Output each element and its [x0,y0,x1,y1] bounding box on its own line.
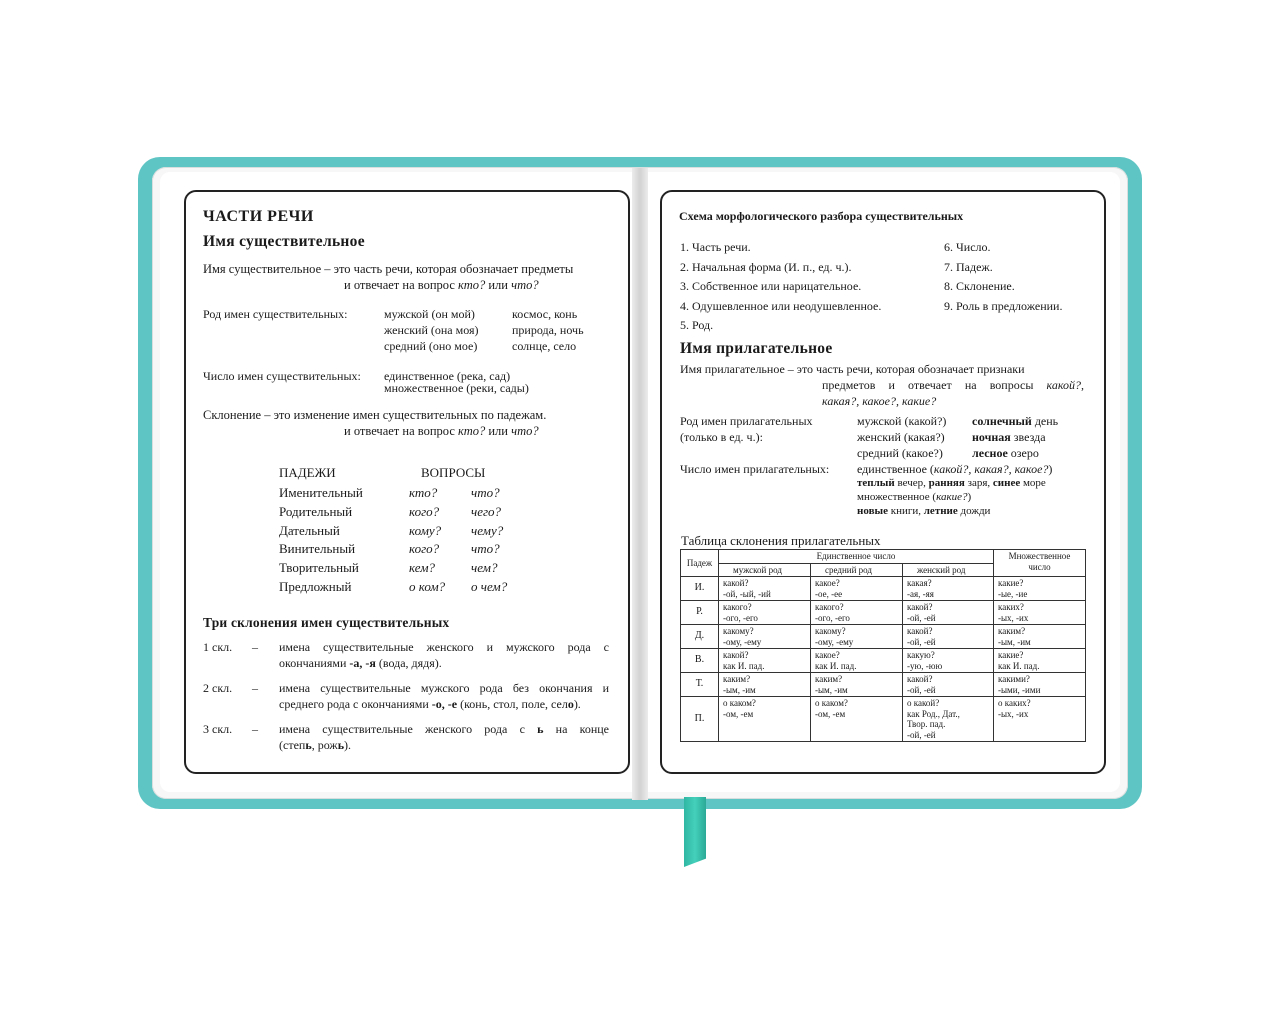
cell-question: какой? [907,602,933,612]
noun-definition-line1: Имя существительное – это часть речи, которая обозначает предметы [203,262,574,276]
case-name: Родительный [279,503,353,519]
scheme-item: 9. Роль в предложении. [944,299,1063,313]
noun-gender-value: средний (оно мое) [384,339,478,353]
table-cell [994,673,1086,697]
table-cell [903,601,994,625]
declension-2-label: 2 скл. [203,681,233,695]
cell-question: какое? [815,650,840,660]
table-cell [994,697,1086,742]
case-name: Творительный [279,560,359,576]
cell-question: о каких? [998,698,1031,708]
cell-ending: -ой, -ей [907,612,936,623]
cell-question: о каком? [723,698,756,708]
declension-2-dash: – [252,681,258,695]
cell-question: каким? [815,674,843,684]
cell-ending: -ых, -их [998,708,1029,719]
adj-number-label: Число имен прилагательных: [680,462,830,476]
scheme-item: 2. Начальная форма (И. п., ед. ч.). [680,260,852,274]
table-cell [903,697,994,742]
noun-gender-example: природа, ночь [512,323,584,337]
questions-header: ВОПРОСЫ [421,465,486,480]
case-question: о чем? [471,579,508,594]
case-question: кем? [409,560,435,576]
table-cell [811,625,903,649]
adj-gender-value: средний (какое?) [857,446,943,460]
bookmark-ribbon [684,797,706,867]
noun-number-value: единственное (река, сад) [384,369,511,383]
table-case-cell: П. [681,697,719,742]
three-declensions-heading: Три склонения имен существительных [203,615,450,630]
cell-question: каким? [998,626,1026,636]
cell-question: какой? [723,650,749,660]
cell-ending: -ому, -ему [815,636,854,647]
cell-ending: -ых, -их [998,612,1029,623]
table-header-singular: Единственное число [719,550,994,564]
adj-number-singular-examples: теплый вечер, ранняя заря, синее море [857,477,1046,489]
adj-gender-example: ночная звезда [972,430,1046,444]
declension-1-line1: имена существительные женского и мужского рода с [279,640,609,654]
noun-gender-label: Род имен существительных: [203,307,348,321]
table-cell [903,673,994,697]
noun-gender-example: космос, конь [512,307,578,321]
case-question: кого? [409,541,440,557]
declension-3-line1: имена существительные женского рода с ь на конце [279,722,609,736]
cell-ending: как И. пад. [723,660,765,671]
cell-question: какой? [907,674,933,684]
adjective-definition-line3: какая?, какое?, какие? [822,394,937,408]
table-cell [719,673,811,697]
case-name: Винительный [279,541,356,557]
table-cell [994,625,1086,649]
table-case-cell: В. [681,649,719,673]
declension-1-line2: окончаниями -а, -я (вода, дядя). [279,656,442,670]
table-header-case: Падеж [681,550,719,577]
cases-header: ПАДЕЖИ [279,465,336,480]
declension-1-label: 1 скл. [203,640,233,654]
cell-ending: как И. пад. [815,660,857,671]
adjective-definition-line2: предметов и отвечает на вопросы какой?, [822,378,1084,392]
cell-question: какие? [998,578,1024,588]
scheme-item: 6. Число. [944,240,991,254]
adjective-declension-table [680,549,1086,742]
case-question: чего? [471,503,502,519]
table-cell [719,697,811,742]
cell-ending: -ом, -ем [723,708,754,719]
cell-ending: -ой, -ей [907,636,936,647]
table-row [681,697,1086,742]
cell-ending: -ой, -ей [907,729,936,740]
cell-ending: Твор. пад. [907,719,946,729]
table-header-masculine: мужской род [719,563,811,577]
table-cell [719,649,811,673]
scheme-item: 5. Род. [680,318,714,332]
cell-question: какими? [998,674,1030,684]
table-cell [994,577,1086,601]
book-spine [632,168,648,800]
adj-gender-example: лесное озеро [972,446,1039,460]
table-row [681,649,1086,673]
scheme-item: 4. Одушевленное или неодушевленное. [680,299,882,313]
declension-definition-line2: и отвечает на вопрос кто? или что? [344,424,539,438]
case-name: Дательный [279,522,340,538]
table-case-cell: Т. [681,673,719,697]
adj-gender-label: (только в ед. ч.): [680,430,763,444]
noun-heading: Имя существительное [203,233,365,250]
cell-question: каким? [723,674,751,684]
declension-definition-line1: Склонение – это изменение имен существительных по падежам. [203,408,547,422]
cell-question: какой? [723,578,749,588]
declension-table-title: Таблица склонения прилагательных [681,533,881,548]
table-header-feminine: женский род [903,563,994,577]
table-row [681,601,1086,625]
cell-question: какая? [907,578,932,588]
table-cell [994,601,1086,625]
table-cell [903,649,994,673]
cell-ending: -ыми, -ими [998,684,1041,695]
scheme-item: 8. Склонение. [944,279,1015,293]
declension-3-dash: – [252,722,258,736]
cell-question: какую? [907,650,935,660]
cell-ending: -ым, -им [815,684,848,695]
table-row [681,625,1086,649]
scheme-item: 3. Собственное или нарицательное. [680,279,862,293]
table-header-plural: Множественное число [994,550,1086,577]
cell-ending: -ое, -ее [815,588,843,599]
cell-question: какое? [815,578,840,588]
cell-question: какого? [723,602,752,612]
section-title: ЧАСТИ РЕЧИ [203,208,314,225]
cell-ending: -ой, -ый, -ий [723,588,771,599]
table-cell [719,577,811,601]
noun-gender-value: мужской (он мой) [384,307,475,321]
cell-ending: -ые, -ие [998,588,1028,599]
scheme-item: 1. Часть речи. [680,240,751,254]
table-row [681,673,1086,697]
cell-question: каких? [998,602,1024,612]
cell-ending: -ом, -ем [815,708,846,719]
table-cell [719,625,811,649]
case-question: что? [471,485,500,500]
case-name: Предложный [279,579,352,594]
cell-question: о какой? [907,698,940,708]
cell-question: какие? [998,650,1024,660]
table-cell [811,673,903,697]
cell-ending: -ому, -ему [723,636,762,647]
noun-gender-example: солнце, село [512,339,577,353]
noun-number-label: Число имен существительных: [203,369,361,383]
table-cell [994,649,1086,673]
cell-ending: -ая, -яя [907,588,934,599]
table-case-cell: Д. [681,625,719,649]
table-cell [811,649,903,673]
cell-question: о каком? [815,698,848,708]
case-question: чем? [471,560,498,576]
table-header-neuter: средний род [811,563,903,577]
table-cell [903,577,994,601]
cell-ending: -ую, -юю [907,660,943,671]
cell-ending: -ого, -его [815,612,850,623]
cell-question: какого? [815,602,844,612]
table-case-cell: И. [681,577,719,601]
noun-number-value: множественное (реки, сады) [384,381,529,395]
case-question: что? [471,541,500,557]
table-cell [811,577,903,601]
cell-ending: как И. пад. [998,660,1040,671]
cell-question: какому? [723,626,754,636]
declension-1-dash: – [252,640,258,654]
case-question: чему? [471,522,504,538]
table-cell [811,697,903,742]
case-question: о ком? [409,579,446,594]
table-cell [903,625,994,649]
adj-gender-value: женский (какая?) [857,430,945,444]
cell-question: какой? [907,626,933,636]
morph-scheme-title: Схема морфологического разбора существительных [679,209,964,223]
cell-question: какому? [815,626,846,636]
noun-definition-line2: и отвечает на вопрос кто? или что? [344,278,539,292]
case-question: кому? [409,522,442,538]
adj-gender-example: солнечный день [972,414,1059,428]
cell-ending: как Род., Дат., [907,708,960,719]
adj-gender-value: мужской (какой?) [857,414,947,428]
adjective-heading: Имя прилагательное [680,340,833,357]
declension-3-label: 3 скл. [203,722,233,736]
cell-ending: -ым, -им [998,636,1031,647]
cell-ending: -ым, -им [723,684,756,695]
noun-gender-value: женский (она моя) [384,323,479,337]
adjective-definition-line1: Имя прилагательное – это часть речи, которая обозначает признаки [680,362,1025,376]
adj-number-singular: единственное (какой?, какая?, какое?) [857,462,1053,476]
case-question: кто? [409,485,438,500]
adj-number-plural-examples: новые книги, летние дожди [857,505,991,517]
declension-2-line1: имена существительные мужского рода без окончания и [279,681,609,695]
table-cell [719,601,811,625]
case-question: кого? [409,503,440,519]
scheme-item: 7. Падеж. [944,260,993,274]
cell-ending: -ой, -ей [907,684,936,695]
table-cell [811,601,903,625]
adj-number-plural: множественное (какие?) [857,491,972,503]
table-case-cell: Р. [681,601,719,625]
declension-3-line2: (степь, рожь). [279,738,352,752]
case-name: Именительный [279,485,363,500]
declension-2-line2: среднего рода с окончаниями -о, -е (конь, стол, поле, село). [279,697,581,711]
adj-gender-label: Род имен прилагательных [680,414,813,428]
table-row [681,577,1086,601]
cell-ending: -ого, -его [723,612,758,623]
